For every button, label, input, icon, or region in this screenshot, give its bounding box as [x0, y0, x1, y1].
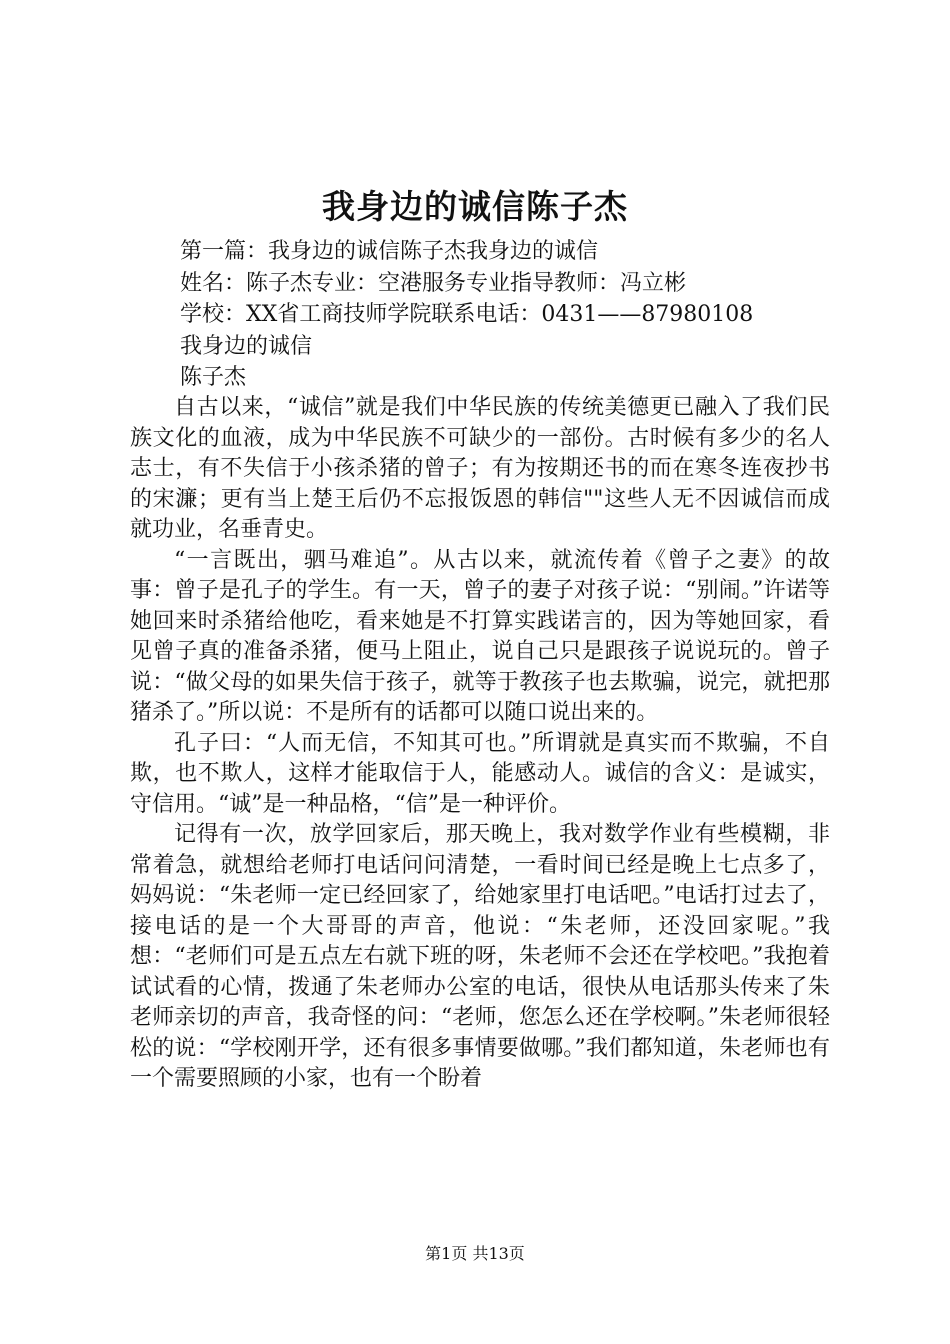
body-paragraph: 孔子曰：“人而无信，不知其可也。”所谓就是真实而不欺骗，不自欺，也不欺人，这样才能取信于人，能感动人。诚信的含义：是诚实，守信用。“诚”是一种品格，“信”是一种评价。 — [130, 730, 830, 817]
document-title: 我身边的诚信陈子杰 — [322, 187, 628, 226]
meta-line-chapter: 第一篇：我身边的诚信陈子杰我身边的诚信 — [180, 239, 599, 264]
body-paragraph: 记得有一次，放学回家后，那天晚上，我对数学作业有些模糊，非常着急，就想给老师打电话问问清楚，一看时间已经是晚上七点多了，妈妈说：“朱老师一定已经回家了，给她家里打电话吧。”电话打过去了，接电话的是一个大哥哥的声音，他说：“朱老师，还没回家呢。”我想：“老师们可是五点左右就下班的呀，朱老师不会还在学校吧。”我抱着试试看的心情，拨通了朱老师办公室的电话，很快从电话那头传来了朱老师亲切的声音，我奇怪的问：“老师，您怎么还在学校啊。”朱老师很轻松的说：“学校刚开学，还有很多事情要做哪。”我们都知道，朱老师也有一个需要照顾的小家，也有一个盼着 — [130, 822, 830, 1091]
meta-line-school-contact: 学校：XX省工商技师学院联系电话：0431——87980108 — [180, 302, 754, 327]
page-footer: 第1页 共13页 — [425, 1244, 525, 1263]
meta-line-essay-title: 我身边的诚信 — [180, 333, 313, 359]
body-paragraph: “一言既出，驷马难追”。从古以来，就流传着《曾子之妻》的故事：曾子是孔子的学生。有一天，曾子的妻子对孩子说：“别闹。”许诺等她回来时杀猪给他吃，看来她是不打算实践诺言的，因为等她回家，看见曾子真的准备杀猪，便马上阻止，说自己只是跟孩子说说玩的。曾子说：“做父母的如果失信于孩子，就等于教孩子也去欺骗，说完，就把那猪杀了。”所以说：不是所有的话都可以随口说出来的。 — [130, 547, 830, 725]
document-meta — [180, 236, 880, 394]
document-body — [130, 393, 830, 1095]
meta-line-author-name: 陈子杰 — [180, 365, 247, 390]
body-paragraph: 自古以来，“诚信”就是我们中华民族的传统美德更已融入了我们民族文化的血液，成为中华民族不可缺少的一部份。古时候有多少的名人志士，有不失信于小孩杀猪的曾子；有为按期还书的而在寒冬连夜抄书的宋濂；更有当上楚王后仍不忘报饭恩的韩信""这些人无不因诚信而成就功业，名垂青史。 — [130, 395, 830, 542]
meta-line-author-info: 姓名：陈子杰专业：空港服务专业指导教师：冯立彬 — [180, 270, 687, 296]
